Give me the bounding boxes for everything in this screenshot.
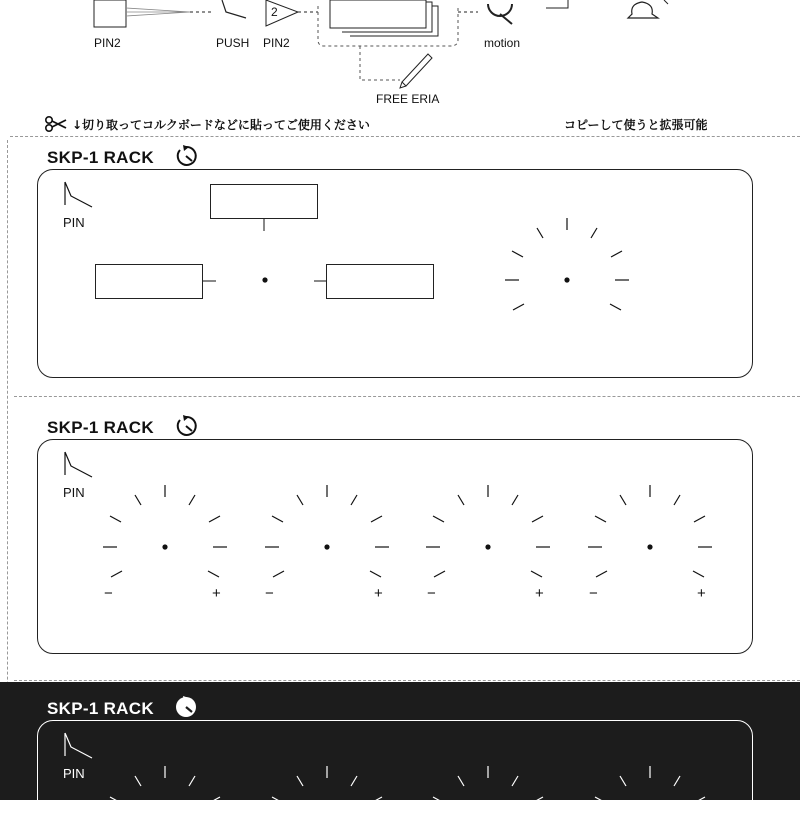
push-label: PUSH (216, 36, 250, 50)
rack-3-title: SKP-1 RACK (47, 699, 154, 718)
motion-label: motion (484, 36, 521, 50)
rack-2-pin-label: PIN (63, 485, 85, 500)
rack-2-knob-2-min: − (265, 585, 274, 602)
rack-1-pin-label: PIN (63, 215, 85, 230)
pin2-left-label: PIN2 (94, 36, 121, 50)
rack-2-knob-4-min: − (589, 585, 598, 602)
cut-instruction: ↓切り取ってコルクボードなどに貼ってご使用ください (72, 118, 370, 132)
copy-note: コピーして使うと拡張可能 (564, 118, 708, 132)
free-area-label: FREE ERIA (376, 92, 440, 106)
rack-2-knob-2-max: + (374, 585, 383, 602)
rack-2-knob-3-max: + (535, 585, 544, 602)
pin2-right-label: PIN2 (263, 36, 290, 50)
amp-number: 2 (271, 5, 278, 19)
rack-2-knob-1-max: + (212, 585, 221, 602)
rack-2-knob-3-min: − (427, 585, 436, 602)
rack-2-knob-4-max: + (697, 585, 706, 602)
rack-2-knob-1-min: − (104, 585, 113, 602)
rack-1-title: SKP-1 RACK (47, 148, 154, 167)
rack-2-title: SKP-1 RACK (47, 418, 154, 437)
rack-3-pin-label: PIN (63, 766, 85, 781)
